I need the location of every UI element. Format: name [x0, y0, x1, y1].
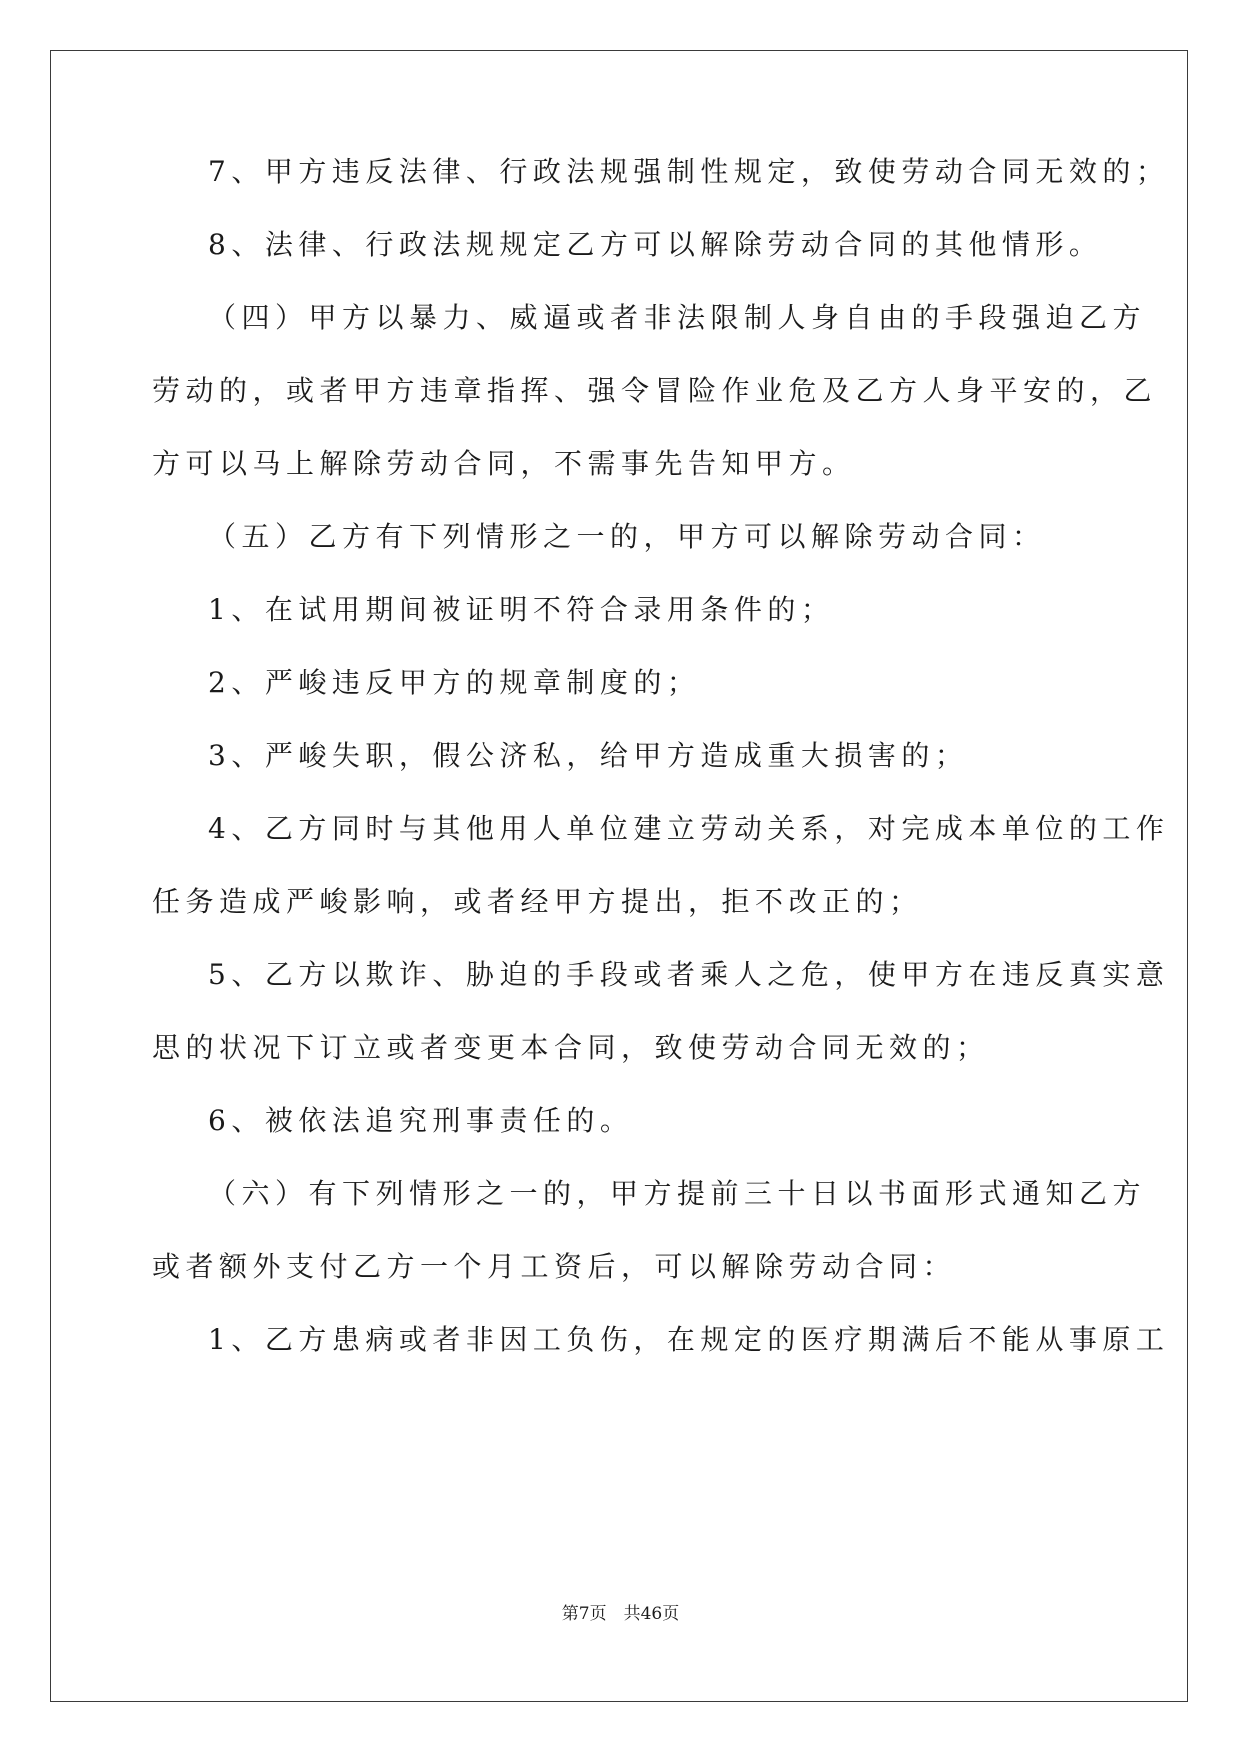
text-line: （六）有下列情形之一的，甲方提前三十日以书面形式通知乙方: [208, 1177, 1147, 1210]
text-line: （四）甲方以暴力、威逼或者非法限制人身自由的手段强迫乙方: [208, 301, 1147, 334]
text-line: 劳动的，或者甲方违章指挥、强令冒险作业危及乙方人身平安的，乙: [152, 374, 1158, 407]
text-line: 3、严峻失职，假公济私，给甲方造成重大损害的；: [208, 739, 969, 772]
text-line: 2、严峻违反甲方的规章制度的；: [208, 666, 701, 699]
text-line: 8、法律、行政法规规定乙方可以解除劳动合同的其他情形。: [208, 228, 1103, 261]
text-line: 1、乙方患病或者非因工负伤，在规定的医疗期满后不能从事原工: [208, 1323, 1170, 1356]
text-line: 4、乙方同时与其他用人单位建立劳动关系，对完成本单位的工作: [208, 812, 1170, 845]
text-line: 方可以马上解除劳动合同，不需事先告知甲方。: [152, 447, 856, 480]
text-line: 7、甲方违反法律、行政法规强制性规定，致使劳动合同无效的；: [208, 155, 1170, 188]
text-line: （五）乙方有下列情形之一的，甲方可以解除劳动合同：: [208, 520, 1046, 553]
page-number: 第7页 共46页: [561, 1604, 680, 1624]
text-line: 任务造成严峻影响，或者经甲方提出，拒不改正的；: [152, 885, 923, 918]
text-line: 或者额外支付乙方一个月工资后，可以解除劳动合同：: [152, 1250, 957, 1283]
text-line: 思的状况下订立或者变更本合同，致使劳动合同无效的；: [152, 1031, 990, 1064]
text-line: 1、在试用期间被证明不符合录用条件的；: [208, 593, 835, 626]
text-line: 5、乙方以欺诈、胁迫的手段或者乘人之危，使甲方在违反真实意: [208, 958, 1170, 991]
text-line: 6、被依法追究刑事责任的。: [208, 1104, 634, 1137]
